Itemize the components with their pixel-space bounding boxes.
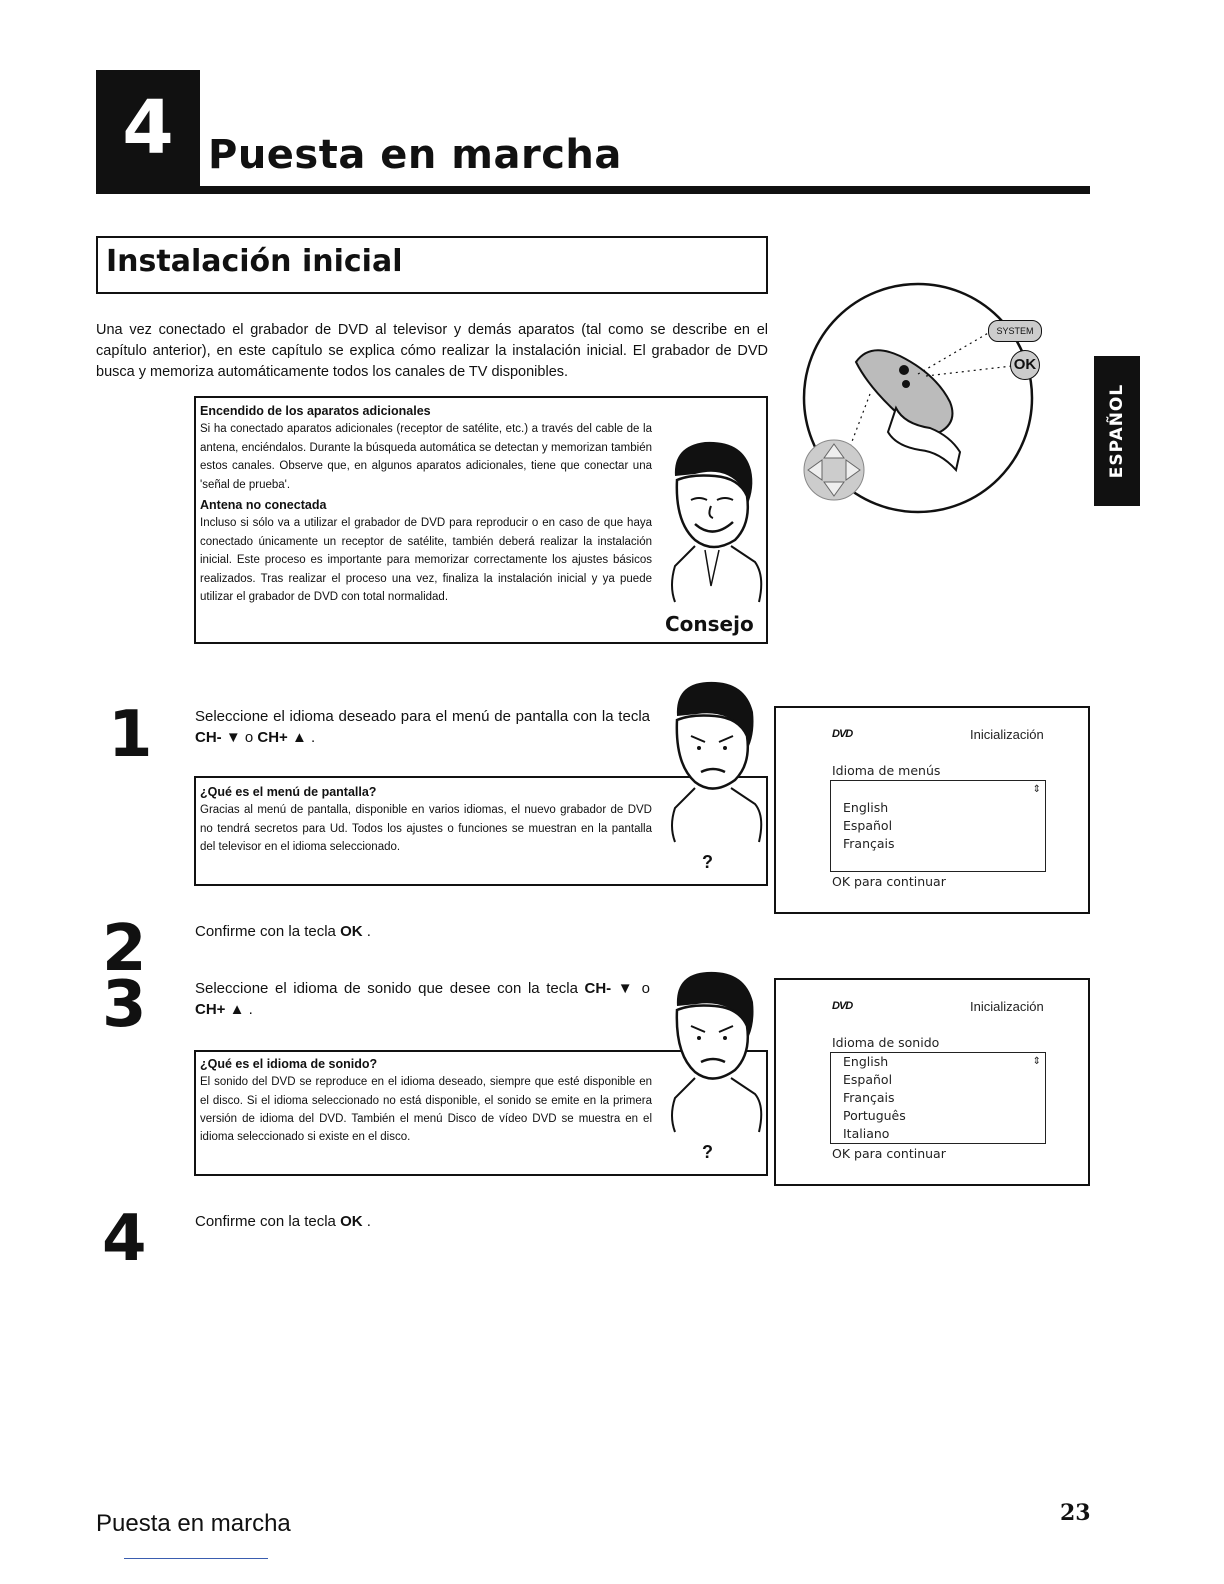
page-number: 23 [1060,1500,1091,1526]
question-text-2 [200,1055,652,1146]
question-2-heading: ¿Qué es el idioma de sonido? [200,1057,378,1071]
chapter-number-box [96,70,200,186]
screen-1-label: Idioma de menús [832,763,941,778]
intro-paragraph: Una vez conectado el grabador de DVD al televisor y demás aparatos (tal como se describe en el capítulo anterior), en este capítulo se explica cómo realizar la instalación inicial. El grabador de DVD busca y memoriza automáticamente todos los canales de TV disponibles. [96,322,768,380]
screen-1-option: Español [843,818,893,833]
screen-2-footer: OK para continuar [832,1146,946,1161]
scroll-arrows-icon: ⇕ [1032,1056,1041,1067]
ok-button-icon: OK [1010,350,1040,380]
screen-2-list [830,1052,1046,1144]
remote-button-icon [899,365,909,375]
chapter-rule [96,186,1090,194]
tip-heading-2: Antena no conectada [200,498,327,513]
cartoon-man-icon [655,436,767,604]
screen-1-title: Inicialización [970,727,1044,742]
step-3-number: 3 [102,968,147,1042]
screen-1-option: Français [843,836,895,851]
tip-label: Consejo [665,612,754,636]
side-tab-label: ESPAÑOL [1107,383,1127,479]
chapter-title: Puesta en marcha [208,132,622,178]
chapter-number: 4 [122,85,174,171]
step-3-text: Seleccione el idioma de sonido que desee con la tecla CH- ▼ o CH+ ▲ . [195,980,650,1018]
footer-divider [124,1558,268,1559]
screen-2-option: Português [843,1108,906,1123]
dvd-logo-icon: DVD [832,728,853,740]
tip-body-1: Si ha conectado aparatos adicionales (receptor de satélite, etc.) a través del cable de la antena, enciéndalos. Durante la búsqueda automática se detectan y memorizan también estos canales. Observe que, en algunos aparatos adicionales, tiene que conectar una 'señal de prueba'. [200,423,652,491]
question-1-mark: ? [702,852,713,872]
screen-1-footer: OK para continuar [832,874,946,889]
question-2-mark: ? [702,1142,713,1162]
question-1-body: Gracias al menú de pantalla, disponible en varios idiomas, el nuevo grabador de DVD no tendrá secretos para Ud. Todos los ajustes o funciones se muestran en la pantalla del televisor en el idioma seleccionado. [200,804,652,853]
screen-2-option: Italiano [843,1126,890,1141]
question-1-heading: ¿Qué es el menú de pantalla? [200,785,377,799]
remote-control-illustration [800,282,1040,518]
step-4-number: 4 [102,1202,147,1276]
thinking-man-icon [655,676,767,844]
step-4-text: Confirme con la tecla OK . [195,1213,371,1230]
tip-text [200,402,652,608]
step-1-text: Seleccione el idioma deseado para el menú de pantalla con la tecla CH- ▼ o CH+ ▲ . [195,708,650,746]
tip-heading-1: Encendido de los aparatos adicionales [200,404,431,418]
screen-2-option: Français [843,1090,895,1105]
screen-2-option: Español [843,1072,893,1087]
screen-2-title: Inicialización [970,999,1044,1014]
thinking-man-icon [655,966,767,1134]
system-button-icon: SYSTEM [988,320,1042,342]
question-2-body: El sonido del DVD se reproduce en el idioma deseado, siempre que esté disponible en el disco. Si el idioma seleccionado no está disponible, el sonido se emite en la primera versión de idioma del DVD. También el menú Disco de vídeo DVD se muestra en el idioma seleccionado si existe en el disco. [200,1076,652,1144]
step-2-text: Confirme con la tecla OK . [195,923,371,940]
step-2-number: 2 [102,912,147,986]
screen-2-label: Idioma de sonido [832,1035,940,1050]
footer-chapter-title: Puesta en marcha [96,1510,291,1537]
step-1-number: 1 [108,698,153,772]
language-side-tab [1094,356,1140,506]
tip-body-2: Incluso si sólo va a utilizar el grabador de DVD para reproducir o en caso de que haya conectado únicamente un receptor de satélite, también deberá realizar la instalación inicial. Este proceso es importante para memorizar correctamente los ajustes básicos realizados. Tras realizar el proceso una vez, finaliza la instalación inicial y ya puede utilizar el grabador de DVD con total normalidad. [200,517,652,604]
question-text-1 [200,783,652,856]
section-title: Instalación inicial [106,244,403,279]
scroll-arrows-icon: ⇕ [1032,784,1041,795]
dvd-logo-icon: DVD [832,1000,853,1012]
screen-1-list [830,780,1046,872]
screen-1-option: English [843,800,889,815]
screen-2-option: English [843,1054,889,1069]
